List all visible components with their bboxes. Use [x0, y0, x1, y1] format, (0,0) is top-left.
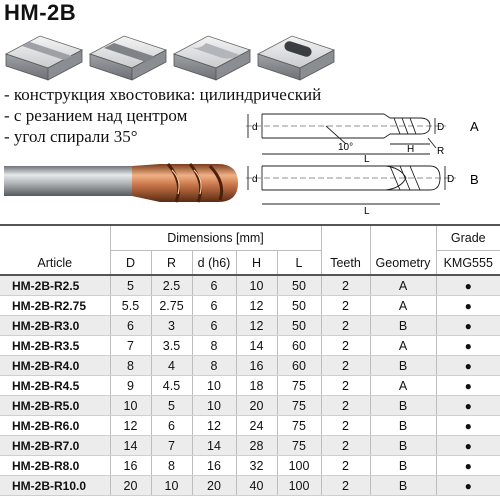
cell-D: 7	[110, 336, 151, 356]
feature-item: - угол спирали 35°	[4, 127, 138, 146]
cell-geometry: A	[370, 376, 436, 396]
variant-b-label: B	[470, 172, 479, 187]
table-row	[0, 416, 500, 436]
cell-geometry: A	[370, 336, 436, 356]
cell-grade: ●	[436, 396, 500, 416]
technical-drawing	[236, 104, 500, 216]
col-D-header: D	[110, 251, 151, 276]
cell-H: 12	[236, 296, 277, 316]
col-grade-name-header: KMG555	[436, 251, 500, 276]
cell-teeth: 2	[321, 376, 370, 396]
cell-grade: ●	[436, 416, 500, 436]
shank	[4, 166, 132, 196]
cell-D: 16	[110, 456, 151, 476]
page-title: HM-2B	[4, 0, 77, 25]
cell-L: 100	[277, 476, 321, 496]
cell-D: 6	[110, 316, 151, 336]
cell-teeth: 2	[321, 356, 370, 376]
cell-article: HM-2B-R3.5	[0, 336, 110, 356]
cell-L: 100	[277, 456, 321, 476]
dim-L-label-b: L	[364, 206, 370, 216]
application-icons	[0, 26, 340, 84]
table-row	[0, 275, 500, 296]
cell-grade: ●	[436, 356, 500, 376]
cell-L: 50	[277, 296, 321, 316]
cell-R: 8	[151, 456, 192, 476]
table-row	[0, 296, 500, 316]
cell-R: 4	[151, 356, 192, 376]
cell-L: 50	[277, 316, 321, 336]
cell-H: 24	[236, 416, 277, 436]
cell-teeth: 2	[321, 436, 370, 456]
cell-L: 75	[277, 436, 321, 456]
table-row	[0, 456, 500, 476]
cell-teeth: 2	[321, 456, 370, 476]
cell-D: 20	[110, 476, 151, 496]
cell-L: 60	[277, 356, 321, 376]
cell-article: HM-2B-R10.0	[0, 476, 110, 496]
col-H-header: H	[236, 251, 277, 276]
cell-d: 12	[192, 416, 236, 436]
cell-d: 10	[192, 376, 236, 396]
cell-H: 12	[236, 316, 277, 336]
cell-grade: ●	[436, 275, 500, 296]
cell-D: 8	[110, 356, 151, 376]
col-dimensions-header: Dimensions [mm]	[110, 226, 321, 251]
cell-geometry: A	[370, 275, 436, 296]
dim-D-label: D	[437, 122, 445, 133]
col-L-header: L	[277, 251, 321, 276]
dim-H-label: H	[407, 144, 415, 155]
cell-d: 6	[192, 316, 236, 336]
cell-teeth: 2	[321, 275, 370, 296]
cell-D: 5	[110, 275, 151, 296]
cell-grade: ●	[436, 476, 500, 496]
cell-H: 32	[236, 456, 277, 476]
block-pocket-icon	[258, 36, 334, 80]
cell-H: 18	[236, 376, 277, 396]
feature-item: - конструкция хвостовика: цилиндрический	[4, 85, 322, 104]
spec-table	[0, 226, 500, 496]
col-article-header: Article	[0, 226, 110, 275]
table-row	[0, 396, 500, 416]
col-grade-header: Grade	[436, 226, 500, 251]
cell-geometry: A	[370, 296, 436, 316]
cell-L: 60	[277, 336, 321, 356]
cell-D: 10	[110, 396, 151, 416]
cell-d: 6	[192, 296, 236, 316]
cell-teeth: 2	[321, 316, 370, 336]
cell-d: 10	[192, 396, 236, 416]
cell-teeth: 2	[321, 476, 370, 496]
cell-L: 75	[277, 376, 321, 396]
cell-R: 3.5	[151, 336, 192, 356]
cell-article: HM-2B-R7.0	[0, 436, 110, 456]
angle-label: 10°	[338, 142, 354, 153]
cell-grade: ●	[436, 296, 500, 316]
table-row	[0, 476, 500, 496]
cell-geometry: B	[370, 476, 436, 496]
cell-H: 10	[236, 275, 277, 296]
variant-a-label: A	[470, 119, 479, 134]
cell-D: 9	[110, 376, 151, 396]
cell-geometry: B	[370, 356, 436, 376]
cell-R: 2.75	[151, 296, 192, 316]
cell-teeth: 2	[321, 396, 370, 416]
dim-d-label-b: d	[252, 174, 258, 185]
cell-grade: ●	[436, 456, 500, 476]
cell-D: 5.5	[110, 296, 151, 316]
cell-R: 4.5	[151, 376, 192, 396]
cell-R: 10	[151, 476, 192, 496]
cell-L: 50	[277, 275, 321, 296]
col-teeth-header: Teeth	[321, 226, 370, 275]
cell-geometry: B	[370, 456, 436, 476]
cell-L: 75	[277, 416, 321, 436]
cell-geometry: B	[370, 316, 436, 336]
col-geometry-header: Geometry	[370, 226, 436, 275]
cell-teeth: 2	[321, 296, 370, 316]
cell-teeth: 2	[321, 336, 370, 356]
cell-d: 14	[192, 436, 236, 456]
cell-article: HM-2B-R6.0	[0, 416, 110, 436]
cell-D: 12	[110, 416, 151, 436]
table-row	[0, 316, 500, 336]
cell-article: HM-2B-R2.5	[0, 275, 110, 296]
dim-L-label: L	[364, 154, 370, 165]
cell-geometry: B	[370, 396, 436, 416]
cell-article: HM-2B-R4.5	[0, 376, 110, 396]
cell-R: 6	[151, 416, 192, 436]
dim-d-label: d	[252, 122, 258, 133]
cell-R: 2.5	[151, 275, 192, 296]
col-d-header: d (h6)	[192, 251, 236, 276]
block-v-groove-icon	[6, 36, 82, 80]
cell-d: 16	[192, 456, 236, 476]
cell-article: HM-2B-R2.75	[0, 296, 110, 316]
table-row	[0, 336, 500, 356]
cell-L: 75	[277, 396, 321, 416]
cell-grade: ●	[436, 316, 500, 336]
cell-R: 3	[151, 316, 192, 336]
dim-R-label: R	[437, 146, 445, 157]
cell-article: HM-2B-R3.0	[0, 316, 110, 336]
cell-teeth: 2	[321, 416, 370, 436]
cell-H: 28	[236, 436, 277, 456]
block-slot-icon	[90, 36, 166, 80]
cell-d: 20	[192, 476, 236, 496]
cell-R: 5	[151, 396, 192, 416]
cell-d: 8	[192, 356, 236, 376]
col-R-header: R	[151, 251, 192, 276]
dim-D-label-b: D	[447, 174, 455, 185]
cell-article: HM-2B-R5.0	[0, 396, 110, 416]
cell-D: 14	[110, 436, 151, 456]
cell-grade: ●	[436, 436, 500, 456]
table-row	[0, 376, 500, 396]
cell-H: 14	[236, 336, 277, 356]
cell-article: HM-2B-R4.0	[0, 356, 110, 376]
cell-H: 40	[236, 476, 277, 496]
cell-H: 20	[236, 396, 277, 416]
feature-item: - с резанием над центром	[4, 106, 188, 125]
cell-article: HM-2B-R8.0	[0, 456, 110, 476]
cell-grade: ●	[436, 336, 500, 356]
cell-grade: ●	[436, 376, 500, 396]
cell-d: 6	[192, 275, 236, 296]
cell-d: 8	[192, 336, 236, 356]
cell-H: 16	[236, 356, 277, 376]
tool-photo	[0, 150, 245, 216]
cell-geometry: B	[370, 416, 436, 436]
table-row	[0, 436, 500, 456]
cell-geometry: B	[370, 436, 436, 456]
cell-R: 7	[151, 436, 192, 456]
table-row	[0, 356, 500, 376]
block-radius-icon	[174, 36, 250, 80]
